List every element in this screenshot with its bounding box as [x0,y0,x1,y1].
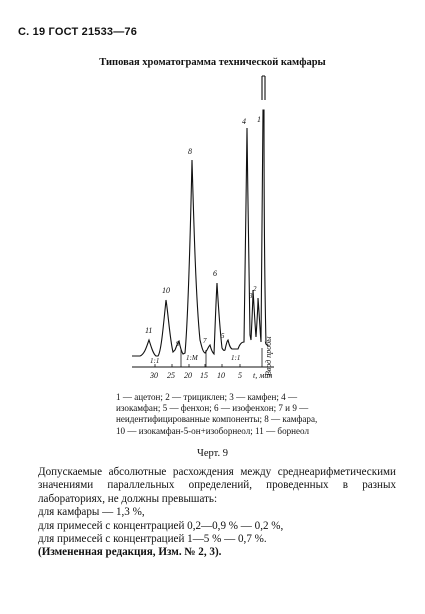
tick-label-10: 10 [217,371,225,380]
peak-label-4: 4 [242,117,246,126]
peak-label-8: 8 [188,147,192,156]
axis-unit-label: t, мин [253,371,273,380]
scale-label-3: 1:1 [231,354,241,362]
scale-label-2: 1:М [186,354,198,362]
edition-note: (Измененная редакция, Изм. № 2, 3). [38,546,222,559]
peak-label-3: 3 [249,292,253,300]
figure-caption: Черт. 9 [197,448,228,459]
tolerance-camphor: для камфары — 1,3 %, [38,506,145,519]
peak-label-1: 1 [257,115,261,124]
peak-label-11: 11 [145,326,153,335]
chromatogram-trace [132,110,268,356]
tick-label-30: 30 [150,371,158,380]
tick-label-25: 25 [167,371,175,380]
tolerance-paragraph: Допускаемые абсолютные расхождения между среднеарифметическими значениями параллельных определений, проведенных в разных лабораториях, не должны превышать: [38,466,396,505]
injection-label: Ввод пробы [264,336,273,376]
peak-label-7: 7 [203,337,207,345]
injection-spike [262,76,265,100]
peak-label-6: 6 [213,269,217,278]
tolerance-impurities-low: для примесей с концентрацией 0,2—0,9 % — 0,2 %, [38,519,284,532]
chart-legend: 1 — ацетон; 2 — трициклен; 3 — камфен; 4 — изокамфан; 5 — фенхон; 6 — изофенхон; 7 и 9 — неидентифицированные компоненты; 8 — камфара, 10 — изокамфан-5-он+изоборнеол; 11 — борнеол [116,392,318,436]
chart-title: Типовая хроматограмма технической камфары [99,57,326,68]
tick-label-20: 20 [184,371,192,380]
peak-label-10: 10 [162,286,170,295]
tick-label-15: 15 [200,371,208,380]
peak-label-5: 5 [221,332,225,340]
peak-label-2: 2 [253,285,257,293]
tolerance-impurities-high: для примесей с концентрацией 1—5 % — 0,7 %. [38,533,267,546]
tick-label-5: 5 [238,371,242,380]
body-text [38,466,396,560]
scale-label-1: 1:1 [150,357,160,365]
peak-label-9: 9 [176,340,180,348]
page-header: С. 19 ГОСТ 21533—76 [18,26,138,38]
